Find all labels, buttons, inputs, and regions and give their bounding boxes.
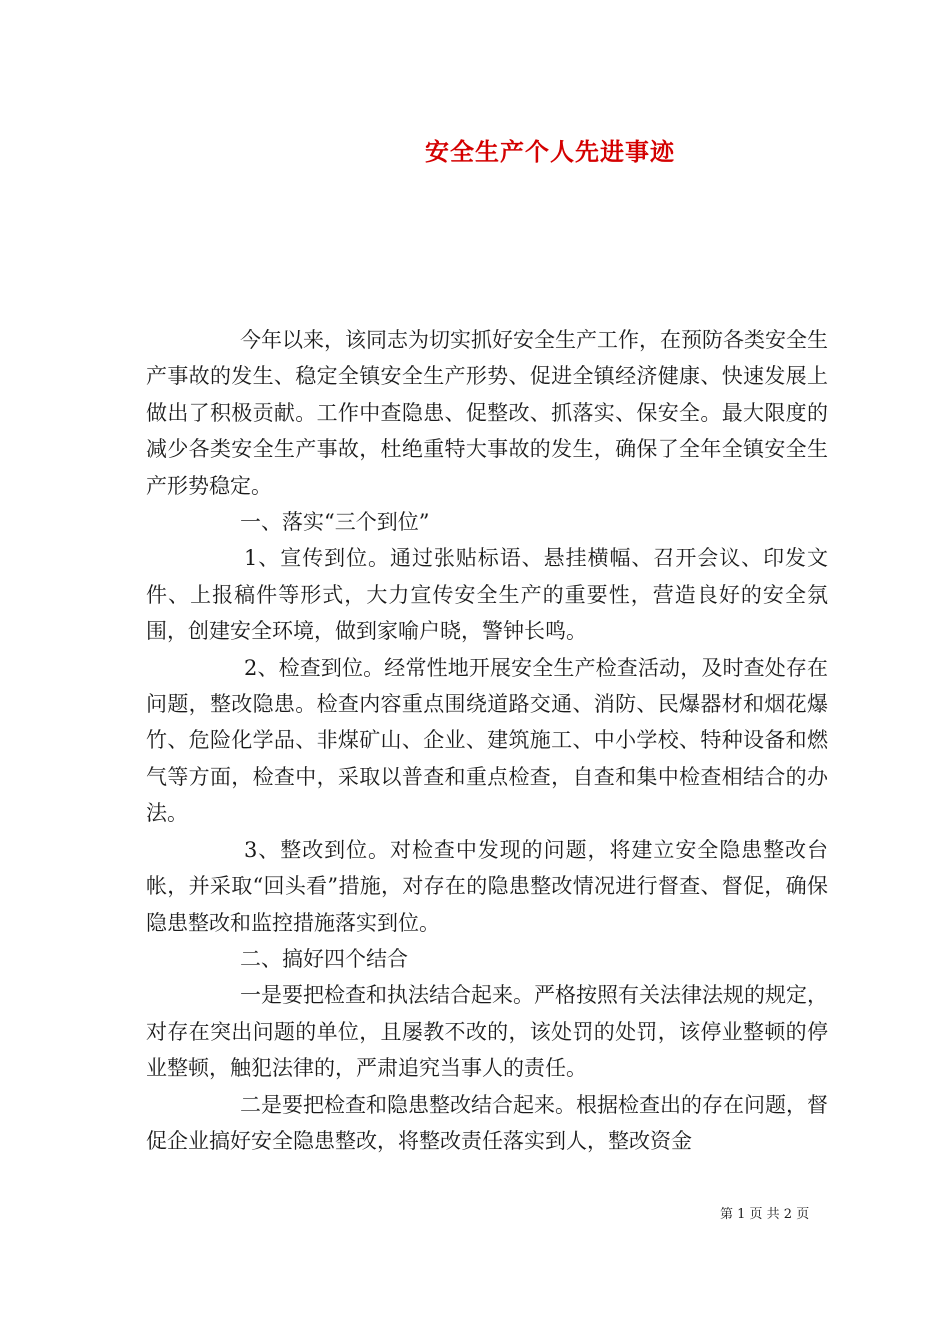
paragraph-intro: 今年以来，该同志为切实抓好安全生产工作，在预防各类安全生产事故的发生、稳定全镇安全生产形势、促进全镇经济健康、快速发展上做出了积极贡献。工作中查隐患、促整改、抓落实、保安全。最大限度的减少各类安全生产事故，杜绝重特大事故的发生，确保了全年全镇安全生产形势稳定。 — [146, 328, 828, 498]
paragraph-inspection: 2、检查到位。经常性地开展安全生产检查活动，及时查处存在问题，整改隐患。检查内容重点围绕道路交通、消防、民爆器材和烟花爆竹、危险化学品、非煤矿山、企业、建筑施工、中小学校、特种设备和燃气等方面，检查中，采取以普查和重点检查，自查和集中检查相结合的办法。 — [146, 655, 828, 826]
document-title: 安全生产个人先进事迹 — [425, 137, 675, 166]
paragraph-rectification: 3、整改到位。对检查中发现的问题，将建立安全隐患整改台帐，并采取“回头看”措施，对存在的隐患整改情况进行督查、督促，确保隐患整改和监控措施落实到位。 — [146, 837, 828, 935]
paragraph-law-enforcement: 一是要把检查和执法结合起来。严格按照有关法律法规的规定，对存在突出问题的单位，且屡教不改的，该处罚的处罚，该停业整顿的停业整顿，触犯法律的，严肃追究当事人的责任。 — [146, 983, 828, 1081]
paragraph-publicity: 1、宣传到位。通过张贴标语、悬挂横幅、召开会议、印发文件、上报稿件等形式，大力宣传安全生产的重要性，营造良好的安全氛围，创建安全环境，做到家喻户晓，警钟长鸣。 — [146, 546, 828, 644]
document-body — [146, 322, 828, 1159]
section-heading-2: 二、搞好四个结合 — [240, 946, 408, 971]
page-number-footer: 第 1 页 共 2 页 — [720, 1207, 810, 1222]
section-heading-1: 一、落实“三个到位” — [240, 510, 430, 535]
paragraph-hazard-rectification: 二是要把检查和隐患整改结合起来。根据检查出的存在问题，督促企业搞好安全隐患整改，将整改责任落实到人，整改资金 — [146, 1092, 828, 1153]
